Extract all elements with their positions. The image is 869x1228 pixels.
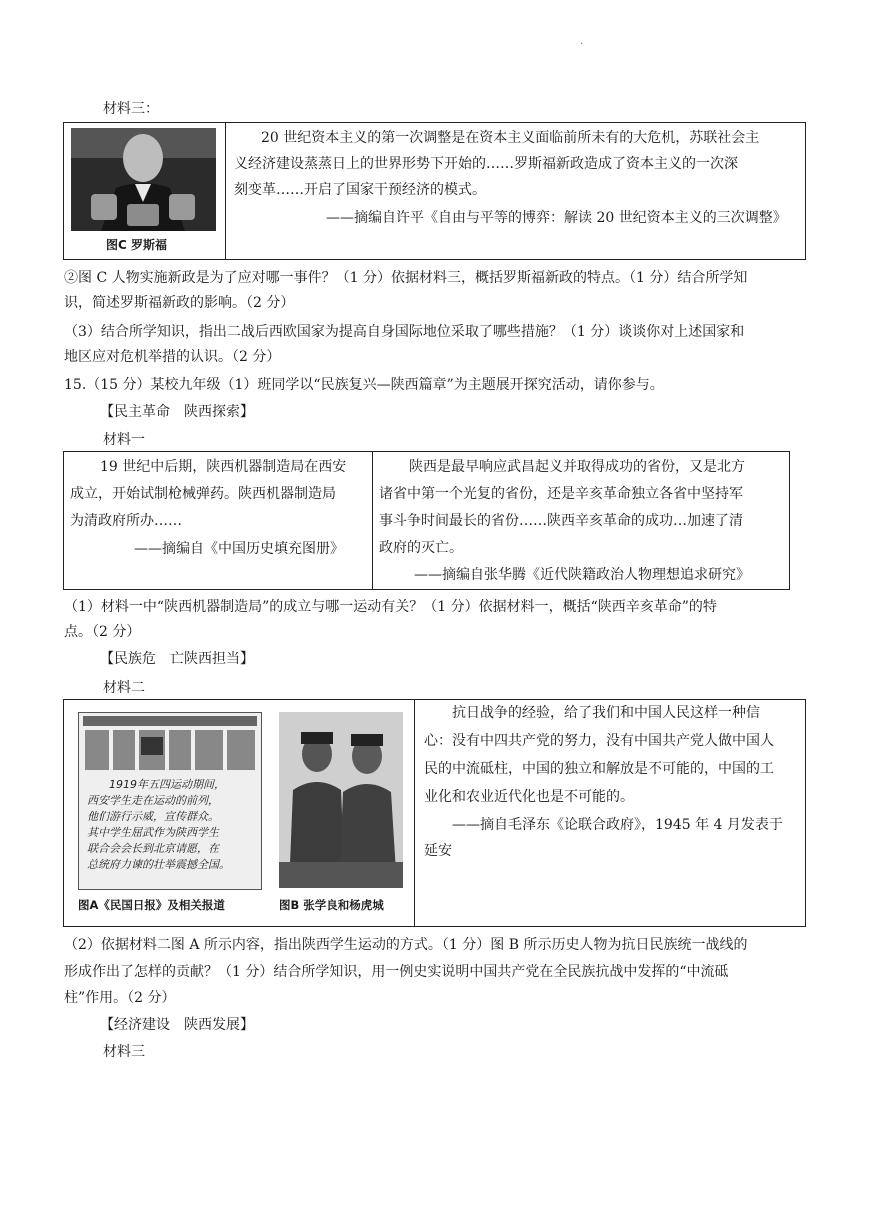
question-1-line: （1）材料一中“陕西机器制造局”的成立与哪一运动有关？（1 分）依据材料一，概括“陕西辛亥革命”的特 [64,599,717,615]
question-15-title: 15.（15 分）某校九年级（1）班同学以“民族复兴—陕西篇章”为主题展开探究活动，请你参与。 [64,377,664,393]
material3-line: 刻变革……开启了国家干预经济的模式。 [234,182,486,198]
question-2-line: ②图 C 人物实施新政是为了应对哪一事件？（1 分）依据材料三，概括罗斯福新政的特点。（1 分）结合所学知 [64,270,748,286]
question-2b-line: 形成作出了怎样的贡献？（1 分）结合所学知识，用一例史实说明中国共产党在全民族抗战中发挥的“中流砥 [64,964,729,980]
material1-right-line: 政府的灭亡。 [379,540,463,556]
material1-table [63,451,790,590]
newspaper-note [87,777,253,873]
material1-left-line: 19 世纪中后期，陕西机器制造局在西安 [100,459,347,475]
top-mark: . [580,36,584,47]
material1-label: 材料一 [103,432,145,448]
zhang-yang-photo [279,712,403,888]
material3b-label: 材料三 [103,1044,145,1060]
newspaper-note-line: 联合会会长到北京请愿，在 [87,842,219,855]
question-2b-line: 柱”作用。（2 分） [64,990,176,1006]
material3-table [63,122,806,260]
newspaper-note-line: 1919年五四运动期间， [109,778,225,791]
question-1-line: 点。（2 分） [64,624,141,640]
figure-b-caption: 图B 张学良和杨虎城 [279,898,384,912]
material2-label: 材料二 [103,680,145,696]
table-divider [414,700,415,926]
material2-right-source: 延安 [424,843,452,859]
roosevelt-photo [71,128,216,231]
material2-right-line: 心：没有中四共产党的努力，没有中国共产党人做中国人 [424,733,774,749]
material2-right-source: ——摘自毛泽东《论联合政府》，1945 年 4 月发表于 [424,817,783,833]
section1-heading: 【民主革命 陕西探索】 [100,404,254,420]
material2-right-line: 业化和农业近代化也是不可能的。 [424,789,634,805]
material1-left-line: 成立，开始试制枪械弹药。陕西机器制造局 [70,486,336,502]
newspaper-note-line: 西安学生走在运动的前列， [87,794,219,807]
newspaper-note-line: 他们游行示威，宣传群众。 [87,810,219,823]
table-divider [372,452,373,589]
question-2b-line: （2）依据材料二图 A 所示内容，指出陕西学生运动的方式。（1 分）图 B 所示历史人物为抗日民族统一战线的 [64,937,748,953]
material2-table [63,699,806,927]
material3-label: 材料三： [103,101,159,117]
newspaper-image [78,712,262,890]
question-3-line: 地区应对危机举措的认识。（2 分） [64,349,281,365]
roosevelt-caption: 图C 罗斯福 [106,238,167,252]
section2-heading: 【民族危 亡陕西担当】 [100,651,254,667]
section3-heading: 【经济建设 陕西发展】 [100,1017,254,1033]
newspaper-note-line: 总统府力谏的壮举震撼全国。 [87,858,230,871]
newspaper-note-line: 其中学生屈武作为陕西学生 [87,826,219,839]
material1-right-source: ——摘编自张华腾《近代陕籍政治人物理想追求研究》 [414,567,750,583]
material1-left-line: 为清政府所办…… [70,513,182,529]
material1-left-source: ——摘编自《中国历史填充图册》 [134,541,344,557]
material3-source: ——摘编自许平《自由与平等的博弈：解读 20 世纪资本主义的三次调整》 [326,210,787,226]
material1-right-line: 事斗争时间最长的省份……陕西辛亥革命的成功…加速了清 [379,513,743,529]
material1-right-line: 诸省中第一个光复的省份，还是辛亥革命独立各省中坚持军 [379,486,743,502]
material2-right-line: 民的中流砥柱，中国的独立和解放是不可能的，中国的工 [424,761,774,777]
figure-a-caption: 图A《民国日报》及相关报道 [78,898,225,912]
question-3-line: （3）结合所学知识，指出二战后西欧国家为提高自身国际地位采取了哪些措施？（1 分）谈谈你对上述国家和 [64,324,745,340]
material1-right-line: 陕西是最早响应武昌起义并取得成功的省份，又是北方 [409,459,745,475]
material3-line: 义经济建设蒸蒸日上的世界形势下开始的……罗斯福新政造成了资本主义的一次深 [234,156,738,172]
table-divider [225,123,226,259]
question-2-line: 识，简述罗斯福新政的影响。（2 分） [64,295,295,311]
material3-line: 20 世纪资本主义的第一次调整是在资本主义面临前所未有的大危机，苏联社会主 [261,130,760,146]
material2-right-line: 抗日战争的经验，给了我们和中国人民这样一种信 [452,705,760,721]
